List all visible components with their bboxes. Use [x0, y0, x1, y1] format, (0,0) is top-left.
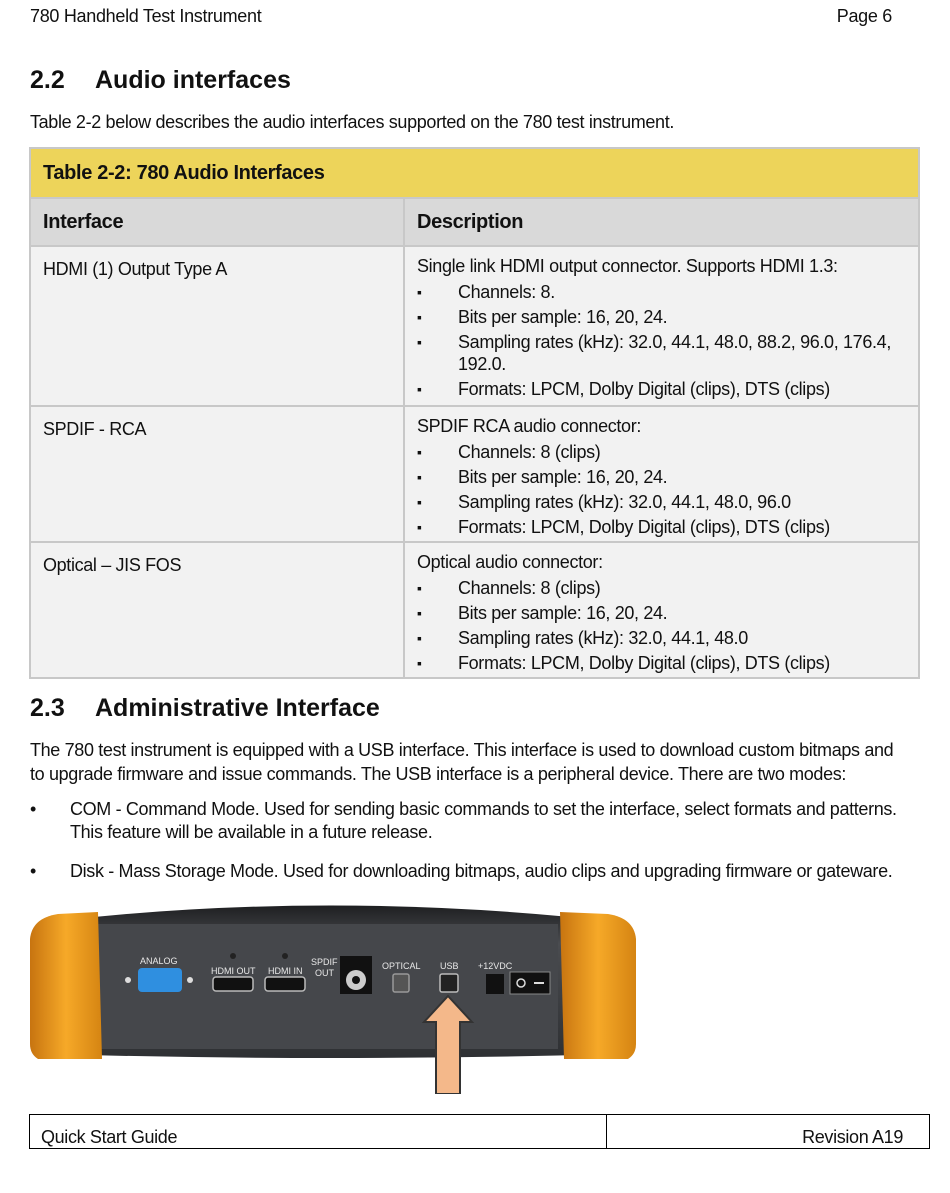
- interface-cell: HDMI (1) Output Type A: [30, 246, 404, 406]
- left-bumper: [30, 912, 102, 1059]
- list-item: ▪ Formats: LPCM, Dolby Digital (clips), DTS (clips): [417, 652, 908, 674]
- footer-left-cell: [30, 1115, 607, 1148]
- usb-modes-list: [30, 798, 910, 899]
- section-heading-audio: [30, 66, 291, 95]
- header-page-number: Page 6: [836, 6, 892, 26]
- description-bullet-list: [417, 577, 908, 674]
- list-item: ▪ Bits per sample: 16, 20, 24.: [417, 466, 908, 488]
- power-jack: [486, 974, 504, 994]
- list-item: • Disk - Mass Storage Mode. Used for downloading bitmaps, audio clips and upgrading firmware or gateware.: [30, 860, 910, 883]
- list-item: ▪ Channels: 8 (clips): [417, 577, 908, 599]
- footer-guide-title: Quick Start Guide: [41, 1127, 178, 1147]
- hdmi-out-led: [230, 953, 236, 959]
- port-label-hdmi-in: HDMI IN: [268, 966, 303, 976]
- list-item: ▪ Channels: 8.: [417, 281, 908, 303]
- section-number: 2.3: [30, 694, 65, 722]
- analog-screw-left: [125, 977, 131, 983]
- audio-interfaces-table: [29, 147, 920, 679]
- right-bumper: [560, 912, 636, 1059]
- hdmi-out-port: [213, 977, 253, 991]
- description-intro: Optical audio connector:: [417, 552, 603, 572]
- port-label-optical: OPTICAL: [382, 961, 421, 971]
- spdif-rca-center: [352, 976, 360, 984]
- power-switch-on-mark: [534, 982, 544, 984]
- column-header-description: Description: [404, 198, 919, 246]
- description-bullet-list: [417, 441, 908, 538]
- port-label-spdif: SPDIF: [311, 957, 338, 967]
- port-label-spdif-out: OUT: [315, 968, 334, 978]
- list-item: ▪ Sampling rates (kHz): 32.0, 44.1, 48.0, 88.2, 96.0, 176.4, 192.0.: [417, 331, 908, 375]
- usb-port: [440, 974, 458, 992]
- footer-revision: Revision A19: [802, 1127, 903, 1147]
- port-label-power: +12VDC: [478, 961, 513, 971]
- table-row: [30, 406, 919, 542]
- description-intro: SPDIF RCA audio connector:: [417, 416, 642, 436]
- list-item: ▪ Formats: LPCM, Dolby Digital (clips), DTS (clips): [417, 516, 908, 538]
- list-item: ▪ Bits per sample: 16, 20, 24.: [417, 306, 908, 328]
- page-footer: [29, 1114, 930, 1149]
- header-doc-title: 780 Handheld Test Instrument: [30, 6, 262, 26]
- list-item: ▪ Formats: LPCM, Dolby Digital (clips), DTS (clips): [417, 378, 908, 400]
- section-heading-admin: [30, 694, 380, 723]
- hdmi-in-led: [282, 953, 288, 959]
- description-cell: [404, 542, 919, 678]
- table-caption: Table 2-2: 780 Audio Interfaces: [30, 148, 919, 198]
- description-intro: Single link HDMI output connector. Supports HDMI 1.3:: [417, 256, 838, 276]
- optical-port: [393, 974, 409, 992]
- port-label-analog: ANALOG: [140, 956, 178, 966]
- list-item: • COM - Command Mode. Used for sending basic commands to set the interface, select formats and patterns. This feature will be available in a future release.: [30, 798, 910, 844]
- audio-intro-paragraph: Table 2-2 below describes the audio interfaces supported on the 780 test instrument.: [30, 112, 675, 132]
- footer-right-cell: [607, 1115, 929, 1148]
- device-rear-panel-photo: [28, 894, 638, 1094]
- description-bullet-list: [417, 281, 908, 400]
- vga-port: [138, 968, 182, 992]
- hdmi-in-port: [265, 977, 305, 991]
- section-title: Audio interfaces: [95, 66, 291, 94]
- table-row: [30, 246, 919, 406]
- port-label-usb: USB: [440, 961, 459, 971]
- table-row: [30, 542, 919, 678]
- section-title: Administrative Interface: [95, 694, 380, 722]
- port-label-hdmi-out: HDMI OUT: [211, 966, 256, 976]
- interface-cell: Optical – JIS FOS: [30, 542, 404, 678]
- admin-intro-paragraph: The 780 test instrument is equipped with a USB interface. This interface is used to download custom bitmaps and to upgrade firmware and issue commands. The USB interface is a peripheral device. There are two modes:: [30, 740, 894, 784]
- description-cell: [404, 406, 919, 542]
- description-cell: [404, 246, 919, 406]
- list-item: ▪ Channels: 8 (clips): [417, 441, 908, 463]
- analog-screw-right: [187, 977, 193, 983]
- interface-cell: SPDIF - RCA: [30, 406, 404, 542]
- list-item: ▪ Sampling rates (kHz): 32.0, 44.1, 48.0: [417, 627, 908, 649]
- list-item: ▪ Bits per sample: 16, 20, 24.: [417, 602, 908, 624]
- list-item: ▪ Sampling rates (kHz): 32.0, 44.1, 48.0, 96.0: [417, 491, 908, 513]
- section-number: 2.2: [30, 66, 65, 94]
- column-header-interface: Interface: [30, 198, 404, 246]
